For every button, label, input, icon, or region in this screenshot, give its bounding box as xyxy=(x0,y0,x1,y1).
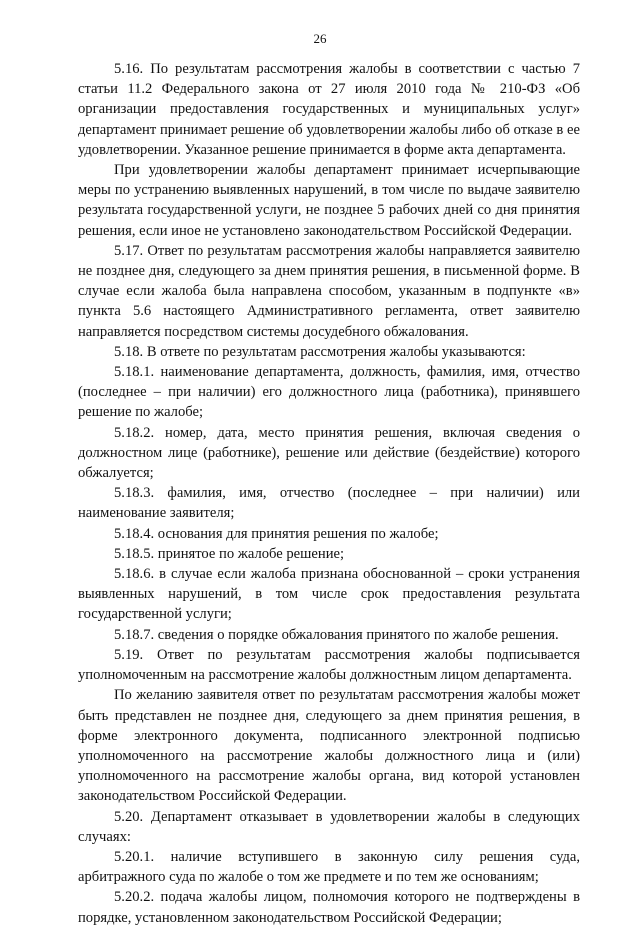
document-body xyxy=(78,59,580,928)
paragraph-5-18: 5.18. В ответе по результатам рассмотрения жалобы указываются: xyxy=(114,343,526,360)
paragraph-5-20: 5.20. Департамент отказывает в удовлетворении жалобы в следующих случаях: xyxy=(78,808,580,845)
paragraph-5-18-3: 5.18.3. фамилия, имя, отчество (последнее – при наличии) или наименование заявителя; xyxy=(78,485,580,522)
paragraph-5-19: 5.19. Ответ по результатам рассмотрения жалобы подписывается уполномоченным на рассмотрение жалобы должностным лицом департамента. xyxy=(78,646,580,684)
paragraph-5-16: 5.16. По результатам рассмотрения жалобы в соответствии с частью 7 статьи 11.2 Федерального закона от 27 июля 2010 года № 210-ФЗ «Об организации предоставления государственных и муниципальных услуг» департамент принимает решение об удовлетворении жалобы либо об отказе в ее удовлетворении. Указанное решение принимается в форме акта департамента. xyxy=(78,61,580,158)
paragraph-5-20-1: 5.20.1. наличие вступившего в законную силу решения суда, арбитражного суда по жалобе о том же предмете и по тем же основаниям; xyxy=(78,848,580,886)
paragraph-5-17: 5.17. Ответ по результатам рассмотрения жалобы направляется заявителю не позднее дня, следующего за днем принятия решения, в письменной форме. В случае если жалоба была направлена способом, указанным в подпункте «в» пункта 5.6 настоящего Административного регламента, ответ заявителю направляется посредством системы досудебного обжалования. xyxy=(78,242,580,340)
paragraph-5-18-6: 5.18.6. в случае если жалоба признана обоснованной – сроки устранения выявленных нарушений, в том числе срок предоставления результата государственной услуги; xyxy=(78,566,580,623)
paragraph-5-20-2: 5.20.2. подача жалобы лицом, полномочия которого не подтверждены в порядке, установленном законодательством Российской Федерации; xyxy=(78,889,580,926)
paragraph-5-18-2: 5.18.2. номер, дата, место принятия решения, включая сведения о должностном лице (работнике), решение или действие (бездействие) которого обжалуется; xyxy=(78,424,580,482)
page-number: 26 xyxy=(313,31,327,46)
paragraph-remedy: При удовлетворении жалобы департамент принимает исчерпывающие меры по устранению выявленных нарушений, в том числе по выдаче заявителю результата государственной услуги, не позднее 5 рабочих дней со дня принятия решения, если иное не установлено законодательством Российской Федерации. xyxy=(78,162,580,239)
paragraph-5-18-4: 5.18.4. основания для принятия решения по жалобе; xyxy=(114,525,439,542)
paragraph-5-18-1: 5.18.1. наименование департамента, должность, фамилия, имя, отчество (последнее – при наличии) его должностного лица (работника), принявшего решение по жалобе; xyxy=(78,364,580,421)
paragraph-5-18-7: 5.18.7. сведения о порядке обжалования принятого по жалобе решения. xyxy=(114,626,559,643)
paragraph-electronic-answer: По желанию заявителя ответ по результатам рассмотрения жалобы может быть представлен не позднее дня, следующего за днем принятия решения, в форме электронного документа, подписанного электронной подписью уполномоченного на рассмотрение жалобы должностного лица и (или) уполномоченного на рассмотрение жалобы органа, вид которой установлен законодательством Российской Федерации. xyxy=(78,687,580,805)
paragraph-5-18-5: 5.18.5. принятое по жалобе решение; xyxy=(114,545,345,562)
